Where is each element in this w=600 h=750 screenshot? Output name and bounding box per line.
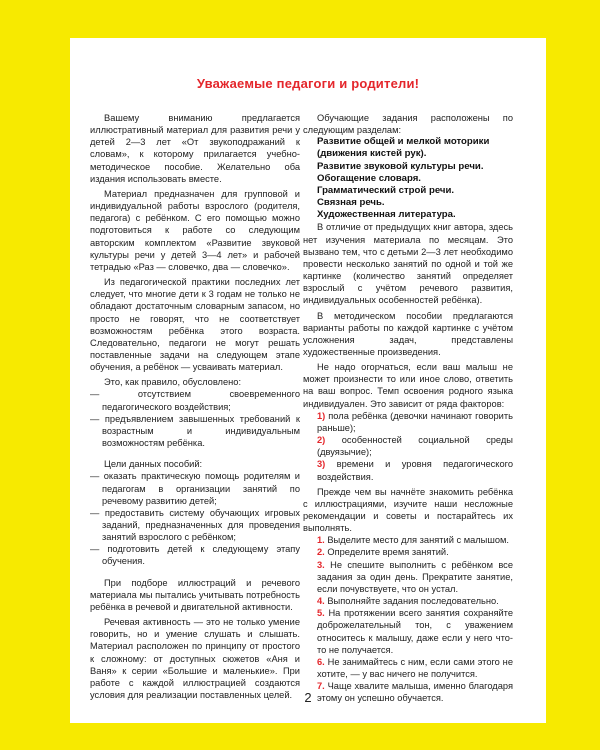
section-heading: Развитие звуковой культуры речи. [317, 160, 484, 172]
page-number: 2 [304, 690, 312, 705]
list-item [303, 546, 513, 558]
right-column [303, 112, 513, 705]
paragraph: При подборе иллюстраций и речевого материала мы пытались учитывать потребность ребёнка в речевой и двигательной активности. [90, 577, 300, 612]
page [70, 38, 546, 723]
item-text: Выделите место для занятий с малышом. [327, 535, 509, 546]
item-text: пола ребёнка (девочки начинают говорить раньше); [317, 410, 513, 433]
paragraph: Вашему вниманию предлагается иллюстративный материал для развития речи у детей 2—3 лет «От звукоподражаний к словам», к которому прилагается учебно-методическое пособие. Желательно оба издания использовать вместе. [90, 113, 300, 184]
item-text: На протяжении всего занятия сохраняйте доброжелательный тон, с уважением относитесь к малышу, даже если у него что-то не получается. [317, 608, 513, 655]
list-item [303, 458, 513, 482]
list-item: — подготовить детей к следующему этапу обучения. [90, 544, 300, 567]
item-text: времени и уровня педагогического воздействия. [317, 459, 513, 482]
item-number: 1. [317, 535, 325, 546]
item-text: Выполняйте задания последовательно. [327, 596, 499, 607]
section-heading: Связная речь. [317, 197, 385, 209]
list-item: — отсутствием своевременного педагогического воздействия; [90, 389, 300, 412]
paragraph: В методическом пособии предлагаются варианты работы по каждой картинке с учётом усложнения задач, представлены художественные произведения. [303, 310, 513, 357]
left-column [90, 112, 300, 701]
paragraph: Из педагогической практики последних лет следует, что многие дети к 3 годам не только не обладают достаточным словарным запасом, но просто не говорят, что не соответствует возможностям ребёнка этого возраста. Следовательно, педагоги не могут решать поставленные задачи на следующем этапе обучения, а ребёнок — усваивать материал. [90, 277, 300, 373]
item-number: 6. [317, 656, 325, 667]
page-title: Уважаемые педагоги и родители! [196, 76, 420, 91]
list-item [303, 595, 513, 607]
list-item [303, 534, 513, 546]
list-item [303, 559, 513, 595]
list-item: — оказать практическую помощь родителям и педагогам в организации занятий по речевому развитию детей; [90, 471, 300, 506]
section-heading: Развитие общей и мелкой моторики (движения кистей рук). [317, 136, 490, 160]
paragraph: В отличие от предыдущих книг автора, здесь нет изучения материала по месяцам. Это вызвано тем, что с детьми 2—3 лет необходимо провести несколько занятий по одной и той же картинке (количество занятий определяет взрослый с учётом речевого развития, индивидуальных особенностей ребёнка). [303, 222, 513, 306]
section-heading: Обогащение словаря. [317, 172, 421, 184]
paragraph: Материал предназначен для групповой и индивидуальной работы взрослого (родителя, педагога) с ребёнком. С его помощью можно подготовиться к работе со следующим авторским комплектом «Развитие звуковой культуры речи у детей 3—4 лет» и рабочей тетрадью «Раз — словечко, два — словечко». [90, 188, 300, 272]
paragraph: Это, как правило, обусловлено: [104, 377, 242, 388]
item-number: 3) [317, 459, 326, 470]
section-heading: Грамматический строй речи. [317, 184, 455, 196]
item-text: Не занимайтесь с ним, если сами этого не хотите, — у вас ничего не получится. [317, 656, 513, 680]
item-number: 2. [317, 547, 325, 558]
item-number: 5. [317, 608, 325, 619]
list-item: — предоставить систему обучающих игровых заданий, предназначенных для проведения занятий взрослого с ребёнком; [90, 507, 300, 543]
item-text: особенностей социальной среды (двуязычие); [317, 435, 513, 458]
item-number: 4. [317, 596, 325, 607]
list-item: — предъявлением завышенных требований к возрастным и индивидуальным возможностям ребёнка. [90, 413, 300, 449]
item-text: Определите время занятий. [327, 547, 449, 558]
paragraph: Прежде чем вы начнёте знакомить ребёнка с иллюстрациями, изучите наши несложные рекомендации и советы и постарайтесь их выполнять. [303, 486, 513, 534]
item-number: 7. [317, 681, 325, 692]
list-item [303, 656, 513, 680]
list-item [303, 434, 513, 458]
paragraph: Обучающие задания расположены по следующим разделам: [303, 113, 513, 136]
paragraph: Не надо огорчаться, если ваш малыш не может произнести то или иное слово, ответить на ваш вопрос. Темп освоения родного языка индивидуален. Это зависит от ряда факторов: [303, 362, 513, 409]
list-item [303, 607, 513, 656]
item-number: 2) [317, 435, 326, 446]
item-text: Чаще хвалите малыша, именно благодаря этому он успешно обучается. [317, 681, 513, 704]
item-number: 1) [317, 410, 326, 421]
list-item [303, 410, 513, 434]
item-number: 3. [317, 559, 325, 570]
paragraph: Речевая активность — это не только умение говорить, но и умение слушать и слышать. Материал расположен по принципу от простого к сложному: от доступных сюжетов «Аня и Ваня» к серии «Большие и маленькие». При работе с каждой иллюстрацией создаются условия для реализации поставленных целей. [90, 617, 300, 701]
section-heading: Художественная литература. [317, 209, 456, 221]
paragraph: Цели данных пособий: [104, 459, 203, 470]
item-text: Не спешите выполнить с ребёнком все задания за один день. Прекратите занятие, если почувствуете, что он устал. [317, 559, 513, 594]
